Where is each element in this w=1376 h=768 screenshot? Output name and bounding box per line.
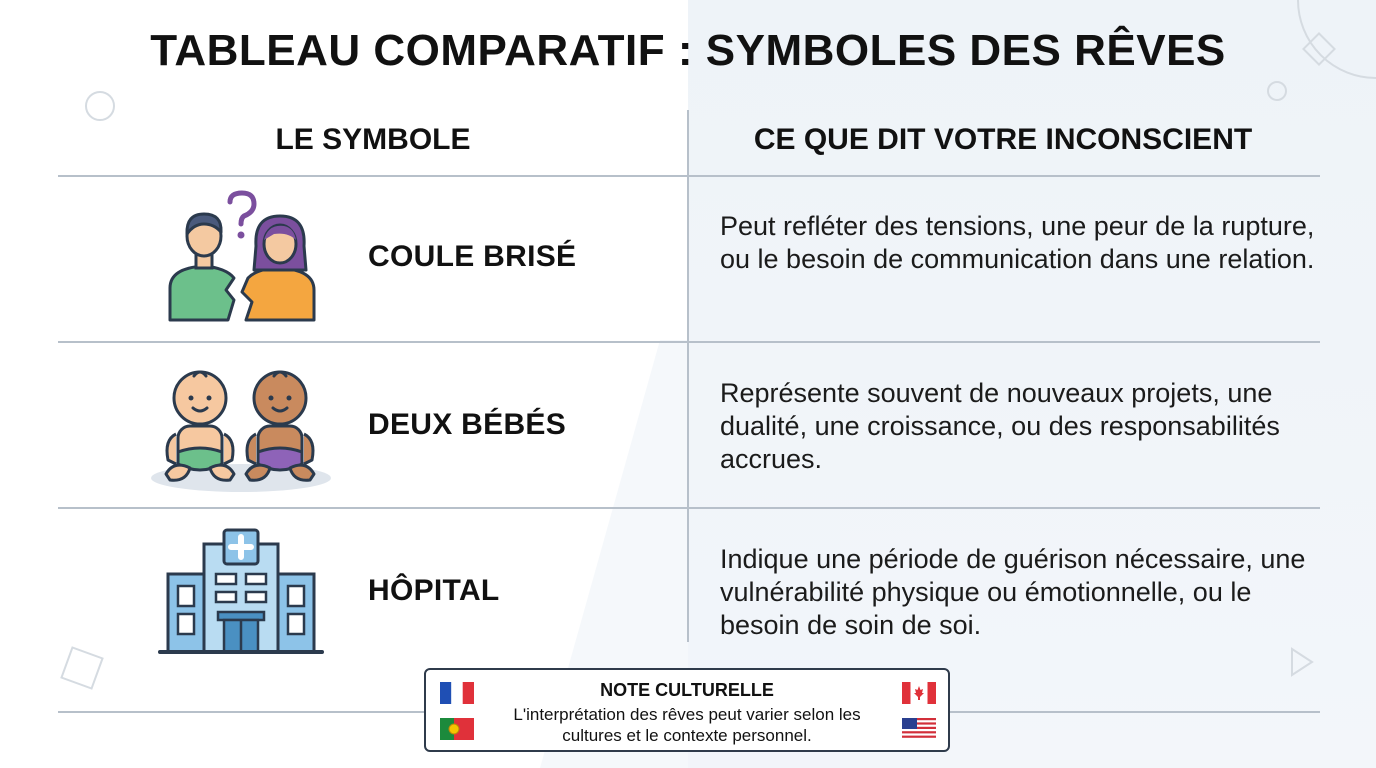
square-decoration-icon bbox=[58, 644, 106, 692]
header-divider bbox=[58, 175, 1320, 177]
triangle-decoration-icon bbox=[1288, 646, 1316, 678]
column-header-symbol: LE SYMBOLE bbox=[275, 123, 471, 156]
circle-decoration-icon bbox=[84, 90, 116, 122]
cultural-note-box bbox=[424, 668, 950, 752]
row-divider bbox=[58, 507, 1320, 509]
usa-flag-icon bbox=[902, 718, 936, 740]
symbol-description: Peut refléter des tensions, une peur de la rupture, ou le besoin de communication dans une relation. bbox=[720, 211, 1315, 274]
symbol-description: Représente souvent de nouveaux projets, une dualité, une croissance, ou des responsabilités accrues. bbox=[720, 378, 1280, 474]
note-text: L'interprétation des rêves peut varier selon les cultures et le contexte personnel. bbox=[513, 705, 861, 745]
small-circle-decoration-icon bbox=[1266, 80, 1288, 102]
hospital-icon bbox=[158, 528, 324, 656]
symbol-description: Indique une période de guérison nécessaire, une vulnérabilité physique ou émotionnelle, ou le besoin de soin de soi. bbox=[720, 544, 1306, 640]
symbol-name: COULE BRISÉ bbox=[368, 240, 577, 273]
note-title: NOTE CULTURELLE bbox=[600, 680, 774, 700]
symbol-name: DEUX BÉBÉS bbox=[368, 408, 567, 441]
column-header-meaning: CE QUE DIT VOTRE INCONSCIENT bbox=[753, 123, 1253, 156]
row-divider bbox=[58, 341, 1320, 343]
page-title: TABLEAU COMPARATIF : SYMBOLES DES RÊVES bbox=[150, 26, 1226, 75]
two-babies-icon bbox=[146, 364, 336, 494]
portugal-flag-icon bbox=[440, 718, 474, 740]
broken-couple-icon bbox=[164, 190, 320, 324]
column-divider bbox=[687, 110, 689, 642]
symbol-name: HÔPITAL bbox=[368, 574, 500, 607]
